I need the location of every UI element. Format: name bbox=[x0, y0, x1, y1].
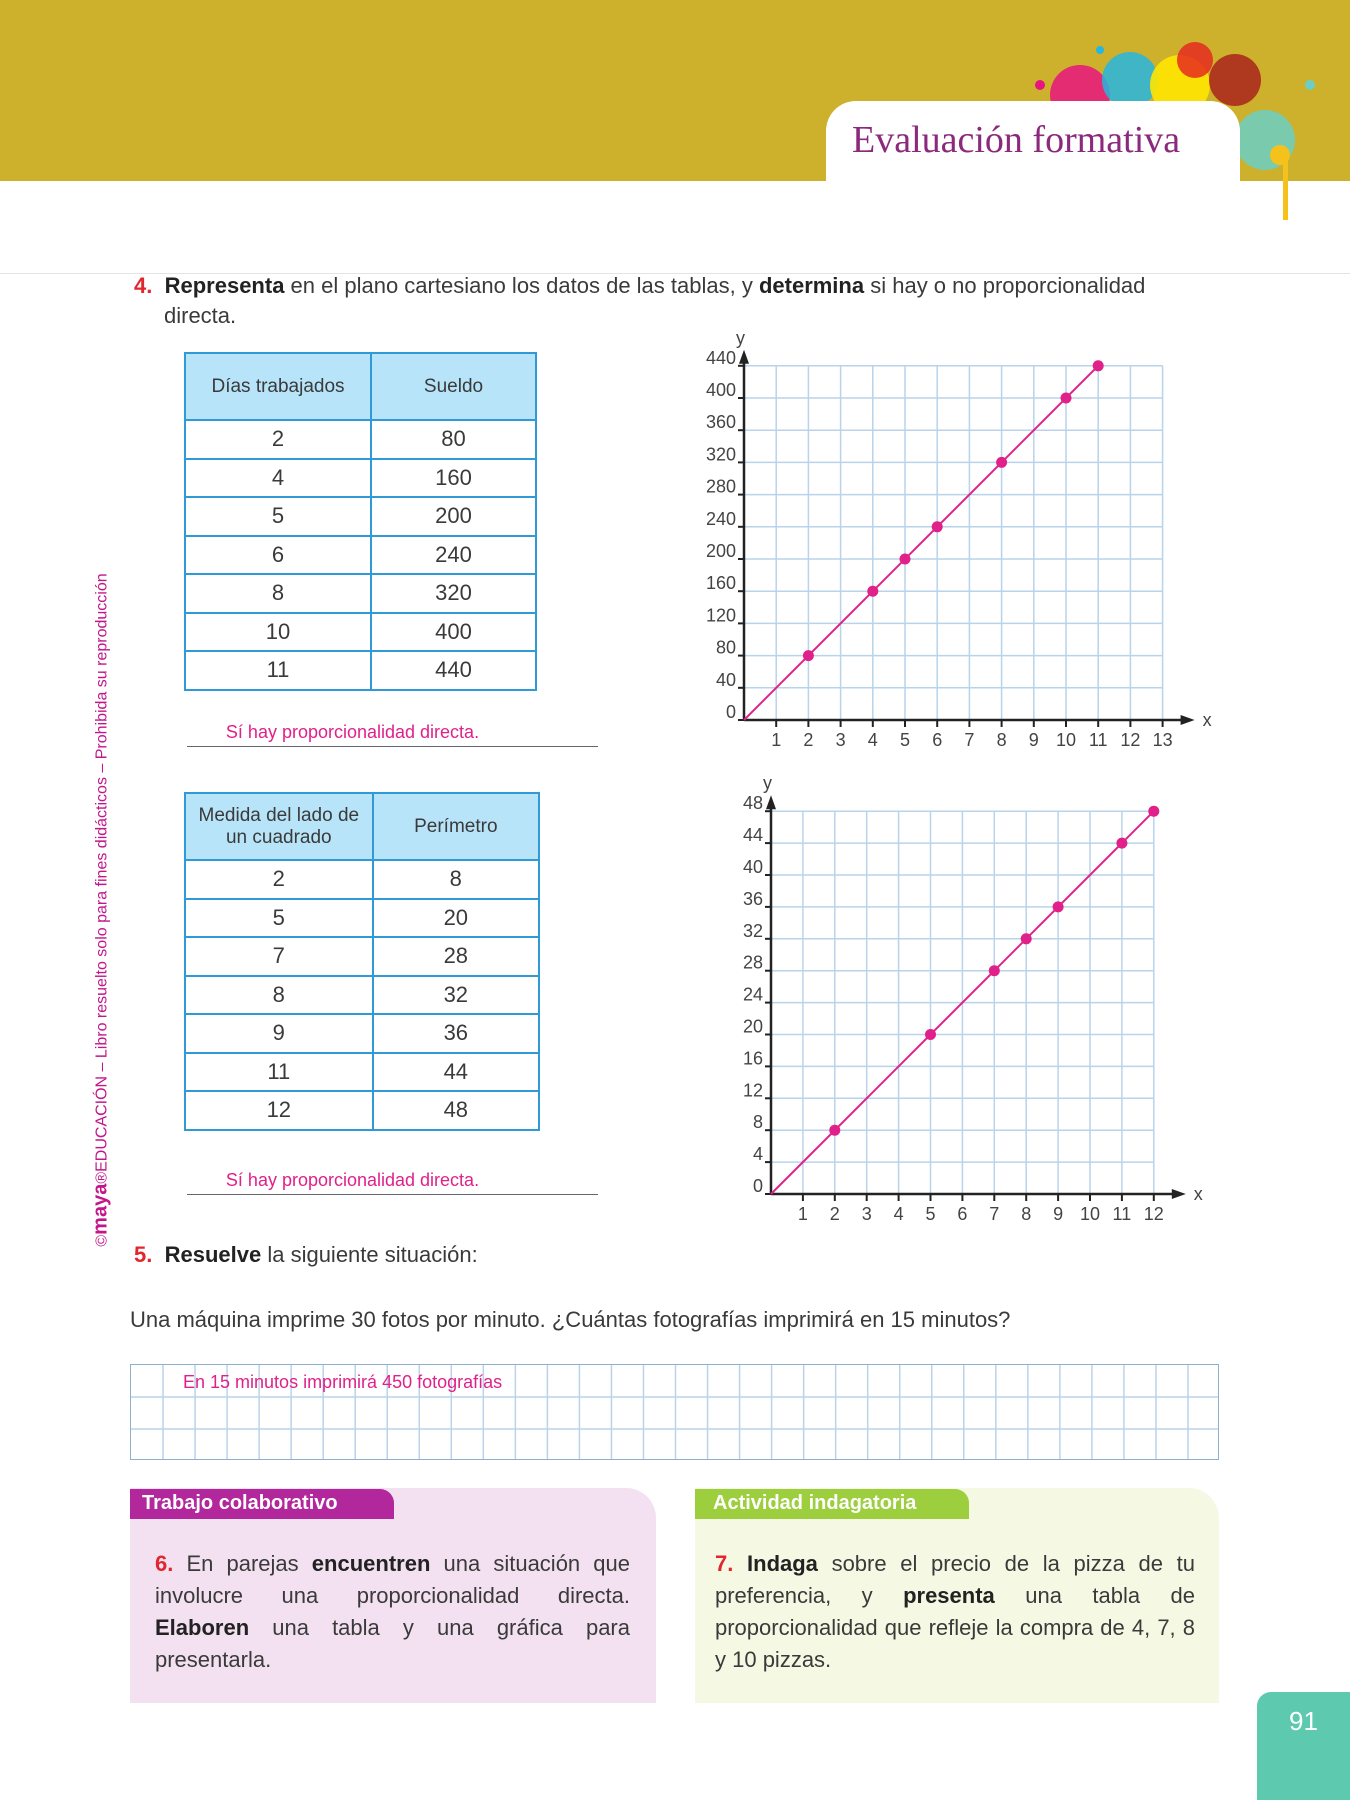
data-point bbox=[1093, 360, 1104, 371]
table-header-row bbox=[185, 353, 536, 420]
x-tick-label: 11 bbox=[1088, 730, 1108, 750]
keyword: Resuelve bbox=[164, 1242, 262, 1267]
y-tick-label: 40 bbox=[715, 669, 736, 690]
answer-text: En 15 minutos imprimirá 450 fotografías bbox=[183, 1372, 503, 1392]
inquiry-activity-box bbox=[695, 1488, 1219, 1703]
copyright-notice: ®EDUCACIÓN – Libro resuelto solo para fines didácticos – Prohibida su reproducción bbox=[93, 573, 111, 1184]
x-tick-label: 10 bbox=[1055, 730, 1077, 750]
y-tick-label: 12 bbox=[742, 1080, 763, 1101]
y-tick-label: 32 bbox=[742, 920, 763, 941]
question-number: 6. bbox=[155, 1551, 174, 1576]
column-header: Sueldo bbox=[371, 353, 536, 420]
data-point bbox=[900, 554, 911, 565]
data-point bbox=[829, 1125, 840, 1136]
table-cell: 28 bbox=[373, 937, 539, 976]
table-row bbox=[185, 459, 536, 498]
y-axis-arrow-icon bbox=[739, 350, 749, 364]
text: si hay o no proporcionalidad bbox=[864, 273, 1146, 298]
table-row bbox=[185, 651, 536, 690]
table-cell: 240 bbox=[371, 536, 536, 575]
data-point bbox=[989, 965, 1000, 976]
table-row bbox=[185, 1053, 539, 1092]
text: una situación que involucre una proporcionalidad directa. bbox=[155, 1551, 630, 1608]
keyword: encuentren bbox=[311, 1551, 431, 1576]
table-cell: 200 bbox=[371, 497, 536, 536]
table-cell: 44 bbox=[373, 1053, 539, 1092]
y-tick-label: 44 bbox=[742, 825, 763, 846]
keyword: determina bbox=[758, 273, 865, 298]
y-tick-label: 24 bbox=[742, 984, 763, 1005]
page-number: 91 bbox=[1257, 1692, 1350, 1800]
inquiry-activity-label: Actividad indagatoria bbox=[695, 1489, 969, 1519]
table-cell: 160 bbox=[371, 459, 536, 498]
y-axis-label: y bbox=[763, 773, 772, 794]
y-tick-label: 120 bbox=[705, 605, 736, 626]
table-row bbox=[185, 976, 539, 1015]
data-point bbox=[1053, 901, 1064, 912]
table-cell: 20 bbox=[373, 899, 539, 938]
answer-line-1 bbox=[187, 722, 598, 747]
table-row bbox=[185, 497, 536, 536]
question-number: 4. bbox=[134, 273, 153, 298]
brand-logo-text: maya bbox=[89, 1183, 112, 1235]
x-tick-label: 10 bbox=[1079, 1204, 1101, 1224]
page-title: Evaluación formativa bbox=[852, 119, 1181, 161]
x-tick-label: 9 bbox=[1028, 730, 1039, 750]
data-point bbox=[1116, 838, 1127, 849]
copyright-symbol: © bbox=[93, 1234, 111, 1247]
x-tick-label: 8 bbox=[996, 730, 1007, 750]
x-axis-label: x bbox=[1202, 710, 1212, 730]
table-cell: 8 bbox=[185, 574, 371, 613]
y-tick-label: 4 bbox=[752, 1144, 763, 1165]
table-cell: 4 bbox=[185, 459, 371, 498]
table-cell: 9 bbox=[185, 1014, 373, 1053]
collaborative-work-box bbox=[130, 1488, 656, 1703]
x-tick-label: 3 bbox=[861, 1204, 872, 1224]
table-cell: 11 bbox=[185, 1053, 373, 1092]
answer-text: Sí hay proporcionalidad directa. bbox=[225, 1170, 480, 1190]
table-cell: 440 bbox=[371, 651, 536, 690]
y-tick-label: 240 bbox=[705, 508, 736, 529]
y-tick-label: 8 bbox=[752, 1112, 763, 1133]
data-point bbox=[925, 1029, 936, 1040]
y-tick-label: 80 bbox=[715, 637, 736, 658]
x-axis-label: x bbox=[1193, 1184, 1203, 1204]
table-cell: 2 bbox=[185, 420, 371, 459]
table-cell: 36 bbox=[373, 1014, 539, 1053]
table-lado-perimetro bbox=[184, 792, 540, 1131]
x-tick-label: 1 bbox=[797, 1204, 808, 1224]
table-row bbox=[185, 899, 539, 938]
table-cell: 8 bbox=[185, 976, 373, 1015]
y-tick-label: 28 bbox=[742, 952, 763, 973]
answer-text: Sí hay proporcionalidad directa. bbox=[225, 722, 480, 742]
x-tick-label: 2 bbox=[829, 1204, 840, 1224]
table-dias-sueldo bbox=[184, 352, 537, 691]
table-cell: 12 bbox=[185, 1091, 373, 1130]
text: la siguiente situación: bbox=[261, 1242, 478, 1267]
y-tick-label: 200 bbox=[705, 541, 736, 561]
x-axis-arrow-icon bbox=[1172, 1189, 1186, 1199]
table-row bbox=[185, 1091, 539, 1130]
question-number: 5. bbox=[134, 1242, 153, 1267]
text: sobre el precio de la pizza de tu preferencia, y bbox=[715, 1551, 1195, 1608]
table-row bbox=[185, 420, 536, 459]
y-tick-label: 400 bbox=[705, 380, 736, 400]
y-tick-label: 280 bbox=[705, 476, 736, 497]
data-point bbox=[867, 586, 878, 597]
question-5 bbox=[134, 1240, 478, 1270]
data-point bbox=[803, 650, 814, 661]
x-tick-label: 8 bbox=[1021, 1204, 1032, 1224]
y-tick-label: 360 bbox=[705, 412, 736, 433]
keyword: Indaga bbox=[747, 1551, 818, 1576]
x-tick-label: 2 bbox=[803, 730, 814, 750]
data-point bbox=[932, 521, 943, 532]
table-header-row bbox=[185, 793, 539, 860]
table-cell: 8 bbox=[373, 860, 539, 899]
table-cell: 80 bbox=[371, 420, 536, 459]
table-row bbox=[185, 574, 536, 613]
series-line bbox=[744, 366, 1098, 720]
question-6 bbox=[155, 1548, 630, 1676]
x-tick-label: 7 bbox=[989, 1204, 1000, 1224]
y-axis-label: y bbox=[736, 327, 745, 348]
table-cell: 6 bbox=[185, 536, 371, 575]
y-tick-label: 40 bbox=[742, 857, 763, 877]
table-cell: 5 bbox=[185, 497, 371, 536]
keyword: presenta bbox=[903, 1583, 995, 1608]
table-cell: 2 bbox=[185, 860, 373, 899]
answer-line-2 bbox=[187, 1170, 598, 1195]
table-row bbox=[185, 613, 536, 652]
y-tick-label: 0 bbox=[725, 702, 736, 722]
data-point bbox=[1061, 393, 1072, 404]
x-tick-label: 5 bbox=[925, 1204, 936, 1224]
data-point bbox=[1021, 933, 1032, 944]
table-row bbox=[185, 937, 539, 976]
x-tick-label: 3 bbox=[835, 730, 846, 750]
x-tick-label: 6 bbox=[957, 1204, 968, 1224]
table-cell: 10 bbox=[185, 613, 371, 652]
table-row bbox=[185, 860, 539, 899]
x-tick-label: 1 bbox=[771, 730, 782, 750]
text: en el plano cartesiano los datos de las tablas, y bbox=[284, 273, 759, 298]
y-tick-label: 440 bbox=[705, 347, 736, 368]
x-tick-label: 12 bbox=[1143, 1204, 1164, 1224]
copyright-side-text bbox=[90, 573, 113, 1246]
column-header: Perímetro bbox=[373, 793, 539, 860]
table-cell: 7 bbox=[185, 937, 373, 976]
x-tick-label: 13 bbox=[1152, 730, 1173, 750]
x-tick-label: 9 bbox=[1053, 1204, 1064, 1224]
table-row bbox=[185, 1014, 539, 1053]
y-tick-label: 20 bbox=[742, 1016, 763, 1037]
table-row bbox=[185, 536, 536, 575]
problem-text: Una máquina imprime 30 fotos por minuto. ¿Cuántas fotografías imprimirá en 15 minutos? bbox=[130, 1307, 1011, 1332]
x-tick-label: 5 bbox=[899, 730, 911, 750]
x-tick-label: 7 bbox=[964, 730, 975, 750]
table-cell: 320 bbox=[371, 574, 536, 613]
text: una tabla y una gráfica para presentarla. bbox=[155, 1615, 630, 1672]
x-tick-label: 4 bbox=[867, 730, 878, 750]
x-tick-label: 12 bbox=[1120, 730, 1141, 750]
column-header: Días trabajados bbox=[185, 353, 371, 420]
y-tick-label: 160 bbox=[705, 573, 736, 594]
table-cell: 400 bbox=[371, 613, 536, 652]
collaborative-work-label: Trabajo colaborativo bbox=[130, 1489, 394, 1519]
x-tick-label: 11 bbox=[1112, 1204, 1132, 1224]
table-cell: 32 bbox=[373, 976, 539, 1015]
table-cell: 11 bbox=[185, 651, 371, 690]
keyword: Elaboren bbox=[155, 1615, 250, 1640]
y-tick-label: 320 bbox=[705, 444, 736, 465]
data-point bbox=[996, 457, 1007, 468]
question-number: 7. bbox=[715, 1551, 734, 1576]
y-tick-label: 36 bbox=[742, 888, 763, 909]
data-point bbox=[1148, 806, 1159, 817]
question-7 bbox=[715, 1548, 1195, 1676]
x-tick-label: 4 bbox=[893, 1204, 904, 1224]
x-tick-label: 6 bbox=[932, 730, 943, 750]
y-tick-label: 0 bbox=[752, 1176, 763, 1196]
y-tick-label: 48 bbox=[742, 793, 763, 814]
y-tick-label: 16 bbox=[742, 1048, 763, 1069]
y-axis-arrow-icon bbox=[766, 795, 776, 809]
text: directa. bbox=[164, 303, 237, 328]
column-header: Medida del lado de un cuadrado bbox=[185, 793, 373, 860]
x-axis-arrow-icon bbox=[1181, 715, 1195, 725]
table-cell: 5 bbox=[185, 899, 373, 938]
keyword: Representa bbox=[164, 273, 285, 298]
table-cell: 48 bbox=[373, 1091, 539, 1130]
text: En parejas bbox=[186, 1551, 312, 1576]
text: una tabla de proporcionalidad que refleje la compra de 4, 7, 8 y 10 pizzas. bbox=[715, 1583, 1195, 1672]
graph-sueldo bbox=[680, 320, 1240, 750]
graph-perimetro bbox=[700, 765, 1240, 1230]
